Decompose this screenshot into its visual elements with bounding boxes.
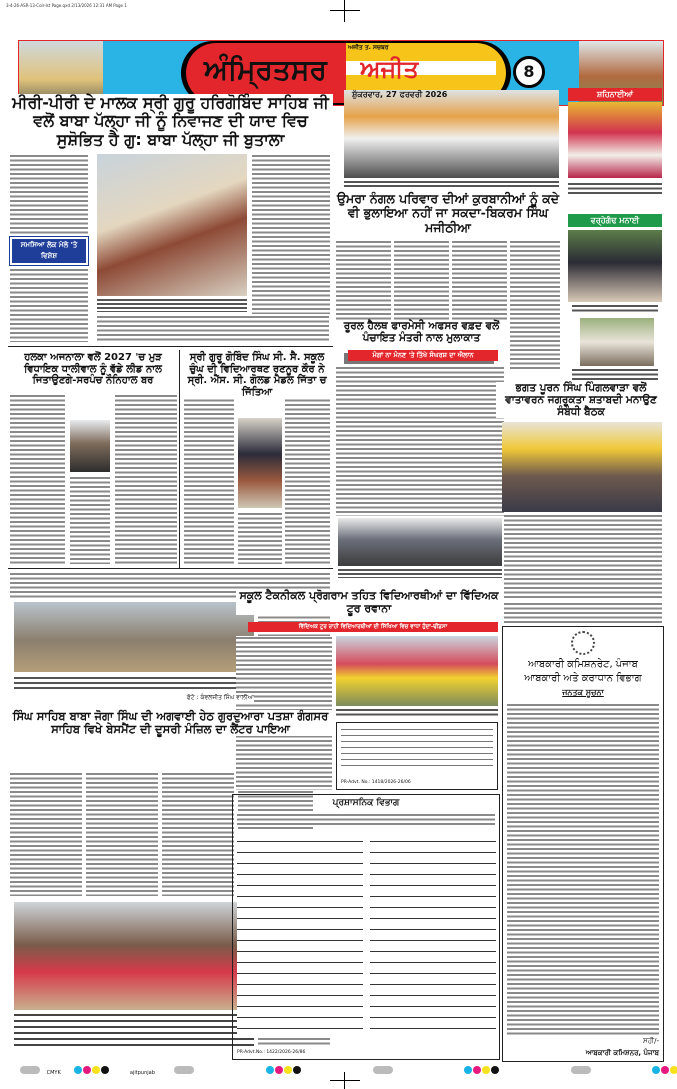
body-text bbox=[86, 772, 158, 896]
notice-title-2: ਆਬਕਾਰੀ ਅਤੇ ਕਰਾਧਾਨ ਵਿਭਾਗ bbox=[524, 673, 642, 684]
students-photo bbox=[336, 636, 498, 706]
body-text bbox=[10, 268, 88, 342]
majithia-photo bbox=[344, 90, 559, 178]
body-text bbox=[10, 772, 82, 896]
divider bbox=[8, 346, 333, 347]
photo-caption bbox=[336, 708, 498, 718]
body-text bbox=[510, 240, 560, 370]
label-red: ਮੰਗਾਂ ਨਾ ਮੰਨਣ 'ਤੇ ਤਿੱਖੇ ਸੰਘਰਸ਼ ਦਾ ਐਲਾਨ bbox=[348, 350, 498, 361]
photo-caption bbox=[572, 368, 658, 380]
edition-label: ਅਜੀਤ ਤ. ਸਚਬਰ bbox=[348, 44, 389, 51]
page-number: 8 bbox=[513, 56, 545, 88]
tender-notice bbox=[336, 722, 498, 790]
crop-mark bbox=[344, 0, 345, 22]
slug-line: 3-4-26-ASR-13-Colr-Ist Page.qxd 2/13/2026 12:31 AM Page 1 bbox=[6, 3, 127, 8]
masthead-title-right: ਅਜੀਤ bbox=[360, 55, 419, 83]
headline-gurdwara: ਸਿੰਘ ਸਾਹਿਬ ਬਾਬਾ ਜੋਗਾ ਸਿੰਘ ਦੀ ਅਗਵਾਈ ਹੇਠ ਗੁਰਦੁਆਰਾ ਪਤਸ਼ਾ ਗੰਗਸਰ ਸਾਹਿਬ ਵਿਖੇ ਬੇਸਮੈਂਟ ਦੀ ਦੂਸਰੀ ਮੰਜ਼ਿਲ ਦਾ ਲੈਂਟਰ ਪਾਇਆ bbox=[8, 710, 333, 736]
label-anniversary: ਵਰ੍ਹੇਗੰਢ ਮਨਾਈ bbox=[568, 214, 662, 227]
photo-caption bbox=[97, 298, 247, 312]
notice-subtitle: ਜਨਤਕ ਸੂਚਨਾ bbox=[562, 688, 604, 697]
photo-caption bbox=[338, 568, 502, 578]
body-text bbox=[504, 602, 662, 624]
masthead-date: ਸ਼ੁੱਕਰਵਾਰ, 27 ਫਰਵਰੀ 2026 bbox=[352, 90, 448, 99]
ceremony-photo bbox=[14, 902, 254, 1010]
headline-main: ਮੀਰੀ-ਪੀਰੀ ਦੇ ਮਾਲਕ ਸ੍ਰੀ ਗੁਰੂ ਹਰਿਗੋਬਿੰਦ ਸਾਹਿਬ ਜੀ ਵਲੋਂ ਬਾਬਾ ਪੱਲ੍ਹਾ ਜੀ ਨੂੰ ਨਿਵਾਜਣ ਦੀ ਯਾਦ ਵਿਚ ਸੁਸ਼ੋਭਿਤ ਹੈ ਗੁ: ਬਾਬਾ ਪੱਲ੍ਹਾ ਜੀ ਬੁਤਾਲਾ bbox=[8, 94, 333, 149]
notice-signature: ਸਹੀ/- bbox=[643, 1037, 659, 1045]
notice-signer: ਆਬਕਾਰੀ ਕਮਿਸ਼ਨਰ, ਪੰਜਾਬ bbox=[585, 1049, 659, 1057]
ad-ref: PR-Advt. No.: 1418/2026-26/06 bbox=[341, 780, 411, 785]
ad-footer-ref: PR-Advt.No.: 1422/2026-26/86 bbox=[237, 1050, 306, 1055]
color-bar bbox=[20, 1066, 660, 1076]
ad-table-left bbox=[237, 831, 363, 1037]
body-text bbox=[504, 514, 662, 599]
headline-school-tour: ਸਕੂਲ ਟੈਕਨੀਕਲ ਪ੍ਰੋਗਰਾਮ ਤਹਿਤ ਵਿਦਿਆਰਥੀਆਂ ਦਾ ਵਿੱਦਿਅਕ ਟੂਰ ਰਵਾਨਾ bbox=[236, 590, 502, 615]
anniversary-photo bbox=[568, 230, 662, 302]
photo-caption bbox=[14, 1013, 254, 1049]
divider bbox=[8, 568, 333, 569]
excise-notice bbox=[502, 626, 664, 1062]
couple-photo bbox=[580, 318, 654, 366]
admin-ad bbox=[232, 794, 500, 1060]
body-text bbox=[10, 154, 88, 234]
cmyk-label: CMYK bbox=[46, 1070, 61, 1076]
meeting-photo bbox=[502, 422, 662, 512]
crop-mark bbox=[330, 10, 360, 11]
headline-school-medal: ਸ੍ਰੀ ਗੁਰੂ ਗੋਬਿੰਦ ਸਿੰਘ ਸੀ. ਸੈ. ਸਕੂਲ ਚੁੰਘ ਦੀ ਵਿਦਿਆਰਥਣ ਰਣਨੂਰ ਕੌਰ ਨੇ ਸ੍ਰੀ. ਐੱਸ. ਸੀ. ਗੋਲਡ ਮੈਡਲ ਜਿੱਤਾ ਚ ਜਿੱਤਿਆ bbox=[182, 352, 332, 398]
delegation-photo bbox=[338, 518, 502, 566]
ad-table-right bbox=[370, 831, 496, 1037]
headline-majithia: ਉਮਰਾ ਨੰਗਲ ਪਰਿਵਾਰ ਦੀਆਂ ਕੁਰਬਾਨੀਆਂ ਨੂੰ ਕਦੇ ਵੀ ਭੁਲਾਇਆ ਨਹੀਂ ਜਾ ਸਕਦਾ-ਬਿਕਰਮ ਸਿੰਘ ਮਜੀਠੀਆ bbox=[334, 192, 562, 235]
masthead-title-left: ਅੰਮ੍ਰਿਤਸਰ bbox=[204, 53, 327, 86]
label-red: ਵਿੱਦਿਅਕ ਟੂਰ ਰਾਹੀਂ ਵਿਦਿਆਰਥੀਆਂ ਦੀ ਸਿੱਖਿਆ ਵਿਚ ਵਾਧਾ ਹੁੰਦਾ-ਢੀਂਡਸਾ bbox=[248, 622, 498, 632]
notice-text bbox=[507, 703, 659, 1035]
body-text bbox=[394, 240, 449, 320]
group-photo bbox=[14, 602, 254, 672]
photo-credit: ਫੋਟੋ : ਕੰਵਲਜੀਤ ਸਿੰਘ ਵਾਲੀਆ bbox=[14, 693, 254, 702]
file-label: ajitpunjab bbox=[129, 1070, 155, 1076]
guru-painting-image bbox=[97, 154, 247, 296]
body-text bbox=[184, 394, 234, 564]
photo-caption bbox=[572, 304, 658, 314]
photo-caption bbox=[14, 676, 254, 692]
body-text bbox=[285, 394, 330, 564]
notice-title-1: ਆਬਕਾਰੀ ਕਮਿਸ਼ਨਰੇਟ, ਪੰਜਾਬ bbox=[528, 659, 638, 670]
subhead-box: ਸਮਸਿਆ ਲੋਕ ਮੇਲੇ 'ਤੇ ਵਿਸ਼ੇਸ਼ bbox=[10, 237, 88, 265]
portrait-image bbox=[70, 420, 110, 472]
body-text bbox=[252, 154, 330, 314]
body-text bbox=[336, 366, 504, 516]
label-weddings: ਸ਼ਹਿਨਾਈਆਂ bbox=[568, 88, 662, 101]
crop-mark bbox=[330, 1080, 360, 1081]
photo-caption bbox=[344, 180, 559, 188]
body-text bbox=[115, 394, 177, 564]
body-text bbox=[452, 240, 507, 320]
emblem-icon bbox=[571, 631, 595, 655]
body-text bbox=[236, 730, 332, 790]
body-text bbox=[97, 315, 329, 342]
crop-mark bbox=[344, 1072, 345, 1089]
ad-title: ਪ੍ਰਸ਼ਾਸਨਿਕ ਵਿਭਾਗ bbox=[332, 798, 400, 808]
ad-text bbox=[237, 813, 495, 827]
body-text bbox=[70, 476, 110, 564]
tender-text bbox=[341, 727, 493, 767]
headline-ajnala: ਹਲਕਾ ਅਜਨਾਲਾ ਵਲੋਂ 2027 'ਚ ਮੁੜ ਵਿਧਾਇਕ ਧਾਲੀਵਾਲ ਨੂੰ ਵੱਡੇ ਲੀਡ ਨਾਲ ਜਿਤਾਉਣਗੇ-ਸਰਪੰਚ ਨੌਨਿਹਾਲ ਬਰ bbox=[8, 352, 178, 387]
student-image bbox=[238, 418, 282, 508]
body-text bbox=[10, 394, 65, 564]
photo-caption bbox=[568, 182, 662, 196]
wedding-photo bbox=[568, 102, 662, 178]
headline-pharmacy: ਰੂਰਲ ਹੈਲਥ ਫਾਰਮੇਸੀ ਅਫਸਰ ਵਫ਼ਦ ਵਲੋਂ ਪੰਚਾਇਤ ਮੰਤਰੀ ਨਾਲ ਮੁਲਾਕਾਤ bbox=[334, 320, 509, 344]
headline-pingalwara: ਭਗਤ ਪੂਰਨ ਸਿੰਘ ਪਿੰਗਲਵਾੜਾ ਵਲੋਂ ਵਾਤਾਵਰਨ ਜਗਰੂਕਤਾ ਸ਼ਤਾਬਦੀ ਮਨਾਉਣ ਸੰਬੰਧੀ ਬੈਠਕ bbox=[496, 382, 666, 418]
body-text bbox=[238, 512, 282, 564]
divider bbox=[179, 350, 180, 568]
body-text bbox=[336, 240, 391, 320]
body-text bbox=[162, 772, 234, 896]
